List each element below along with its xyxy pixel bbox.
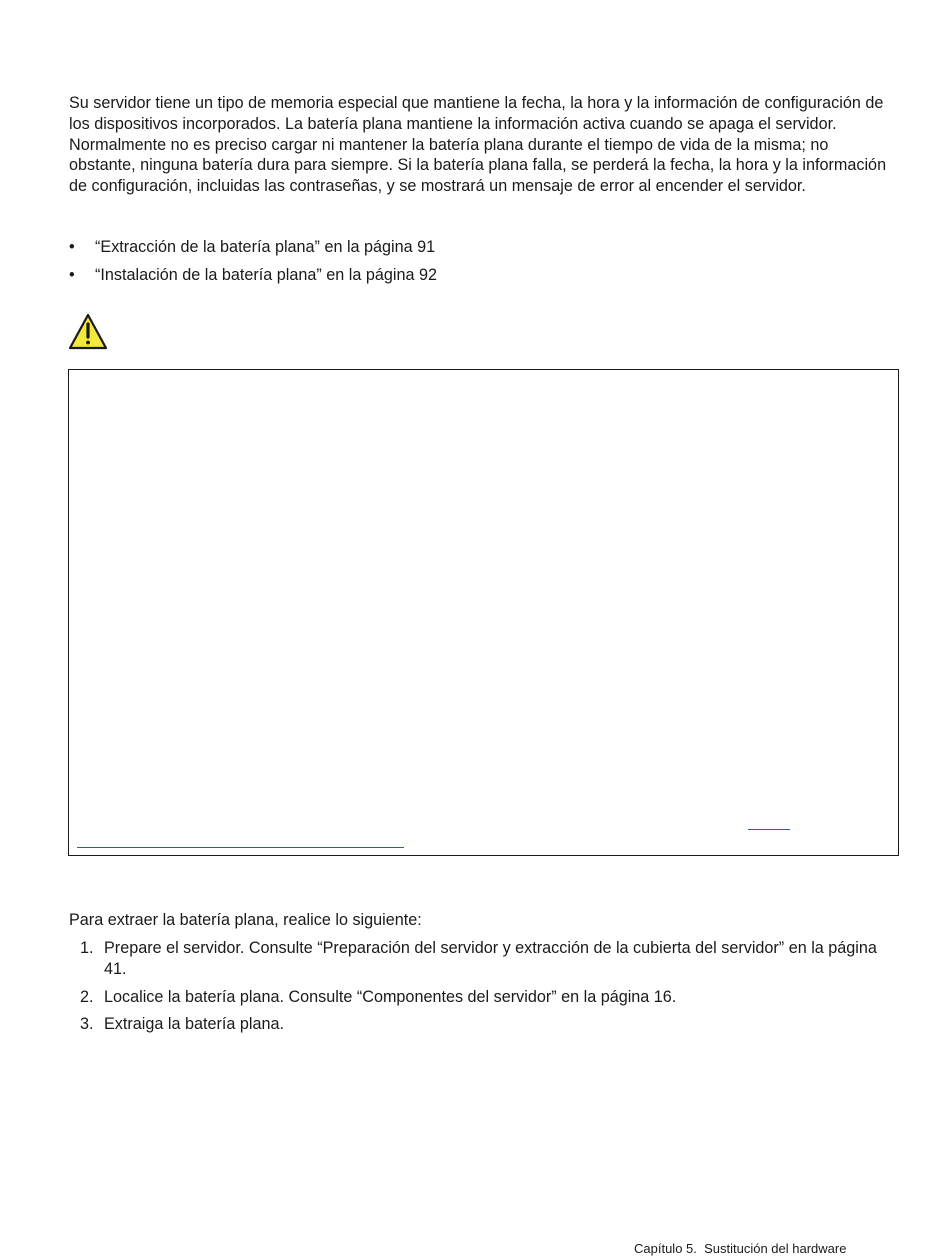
page-footer: Capítulo 5. Sustitución del hardware: [634, 1241, 847, 1256]
warning-box: [68, 369, 899, 856]
bullet-marker: •: [69, 238, 75, 256]
step-item: [69, 938, 899, 980]
link-underline[interactable]: [77, 847, 404, 848]
step-text: Extraiga la batería plana.: [104, 1015, 284, 1034]
link-installation[interactable]: “Instalación de la batería plana” en la página 92: [95, 266, 437, 284]
step-number: 1.: [80, 939, 94, 957]
step-text: Prepare el servidor. Consulte “Preparación del servidor y extracción de la cubierta del servidor” en la página 41.: [104, 939, 877, 978]
bullet-marker: •: [69, 266, 75, 284]
removal-steps-list: [69, 938, 899, 1042]
link-item-installation[interactable]: [69, 265, 437, 293]
step-text: Localice la batería plana. Consulte “Componentes del servidor” en la página 16.: [104, 987, 677, 1006]
related-links-list: [69, 237, 437, 293]
link-item-removal[interactable]: [69, 237, 437, 265]
step-item: [69, 987, 899, 1008]
removal-intro: Para extraer la batería plana, realice lo siguiente:: [69, 911, 422, 929]
link-underline[interactable]: [748, 829, 790, 830]
warning-triangle-icon: [68, 313, 108, 350]
step-item: [69, 1014, 899, 1035]
link-removal[interactable]: “Extracción de la batería plana” en la página 91: [95, 238, 436, 256]
intro-paragraph: Su servidor tiene un tipo de memoria especial que mantiene la fecha, la hora y la información de configuración de los dispositivos incorporados. La batería plana mantiene la información activa cuando se apaga el servidor. Normalmente no es preciso cargar ni mantener la batería plana durante el tiempo de vida de la misma; no obstante, ninguna batería dura para siempre. Si la batería plana falla, se perderá la fecha, la hora y la información de configuración, incluidas las contraseñas, y se mostrará un mensaje de error al encender el servidor.: [69, 94, 887, 196]
step-number: 3.: [80, 1015, 94, 1034]
step-number: 2.: [80, 987, 94, 1006]
